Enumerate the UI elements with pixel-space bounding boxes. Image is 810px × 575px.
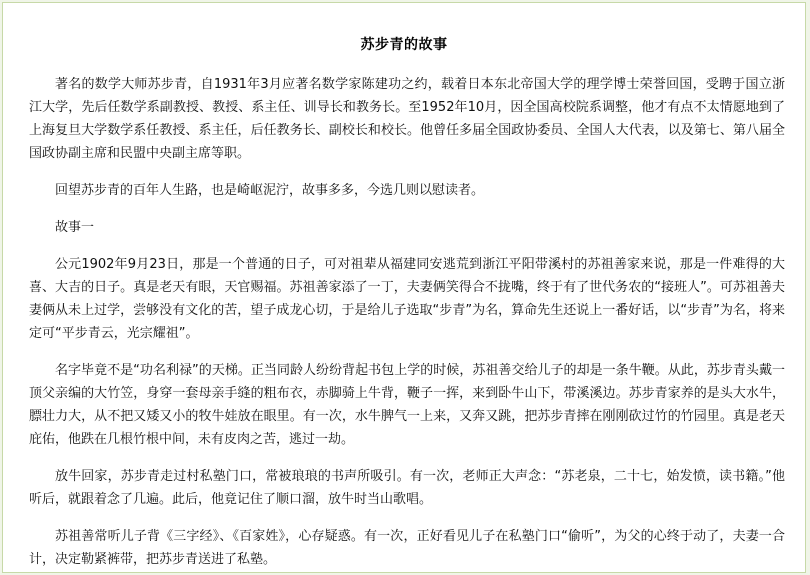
article-paragraph: 放牛回家，苏步青走过村私塾门口，常被琅琅的书声所吸引。有一次，老师正大声念：“苏老泉，二十七，始发愤，读书籍。”他听后，就跟着念了几遍。此后，他竟记住了顺口溜，放牛时当山歌唱。 [29, 469, 785, 507]
article-paragraph: 回望苏步青的百年人生路，也是崎岖泥泞，故事多多，今选几则以慰读者。 [55, 183, 485, 198]
section-heading: 故事一 [55, 220, 95, 235]
article-paragraph: 苏祖善常听儿子背《三字经》、《百家姓》，心存疑惑。有一次，正好看见儿子在私塾门口“偷听”，为父的心终于动了，夫妻一合计，决定勒紧裤带，把苏步青送进了私塾。 [29, 529, 785, 567]
article-body [29, 73, 785, 573]
article-paragraph: 公元1902年9月23日，那是一个普通的日子，可对祖辈从福建同安逃荒到浙江平阳带溪村的苏祖善家来说，那是一件难得的大喜、大吉的日子。真是老天有眼，天官赐福。苏祖善家添了一丁，夫妻俩笑得合不拢嘴，终于有了世代务农的“接班人”。可苏祖善夫妻俩从未上过学，尝够没有文化的苦，望子成龙心切，于是给儿子选取“步青”为名，算命先生还说上一番好话，以“步青”为名，将来定可“平步青云，光宗耀祖”。 [29, 257, 785, 341]
article-paragraph: 著名的数学大师苏步青，自1931年3月应著名数学家陈建功之约，载着日本东北帝国大学的理学博士荣誉回国，受聘于国立浙江大学，先后任数学系副教授、教授、系主任、训导长和教务长。至1952年10月，因全国高校院系调整，他才有点不太情愿地到了上海复旦大学数学系任教授、系主任，后任教务长、副校长和校长。他曾任多届全国政协委员、全国人大代表，以及第七、第八届全国政协副主席和民盟中央副主席等职。 [29, 77, 785, 161]
article-frame [2, 2, 806, 573]
article-title: 苏步青的故事 [360, 37, 448, 53]
article-paragraph: 名字毕竟不是“功名利禄”的天梯。正当同龄人纷纷背起书包上学的时候，苏祖善交给儿子的却是一条牛鞭。从此，苏步青头戴一顶父亲编的大竹笠，身穿一套母亲手缝的粗布衣，赤脚骑上牛背，鞭子一挥，来到卧牛山下，带溪溪边。苏步青家养的是头大水牛，膘壮力大，从不把又矮又小的牧牛娃放在眼里。有一次，水牛脾气一上来，又奔又跳，把苏步青摔在刚刚砍过竹的竹园里。真是老天庇佑，他跌在几根竹根中间，未有皮肉之苦，逃过一劫。 [29, 363, 785, 447]
